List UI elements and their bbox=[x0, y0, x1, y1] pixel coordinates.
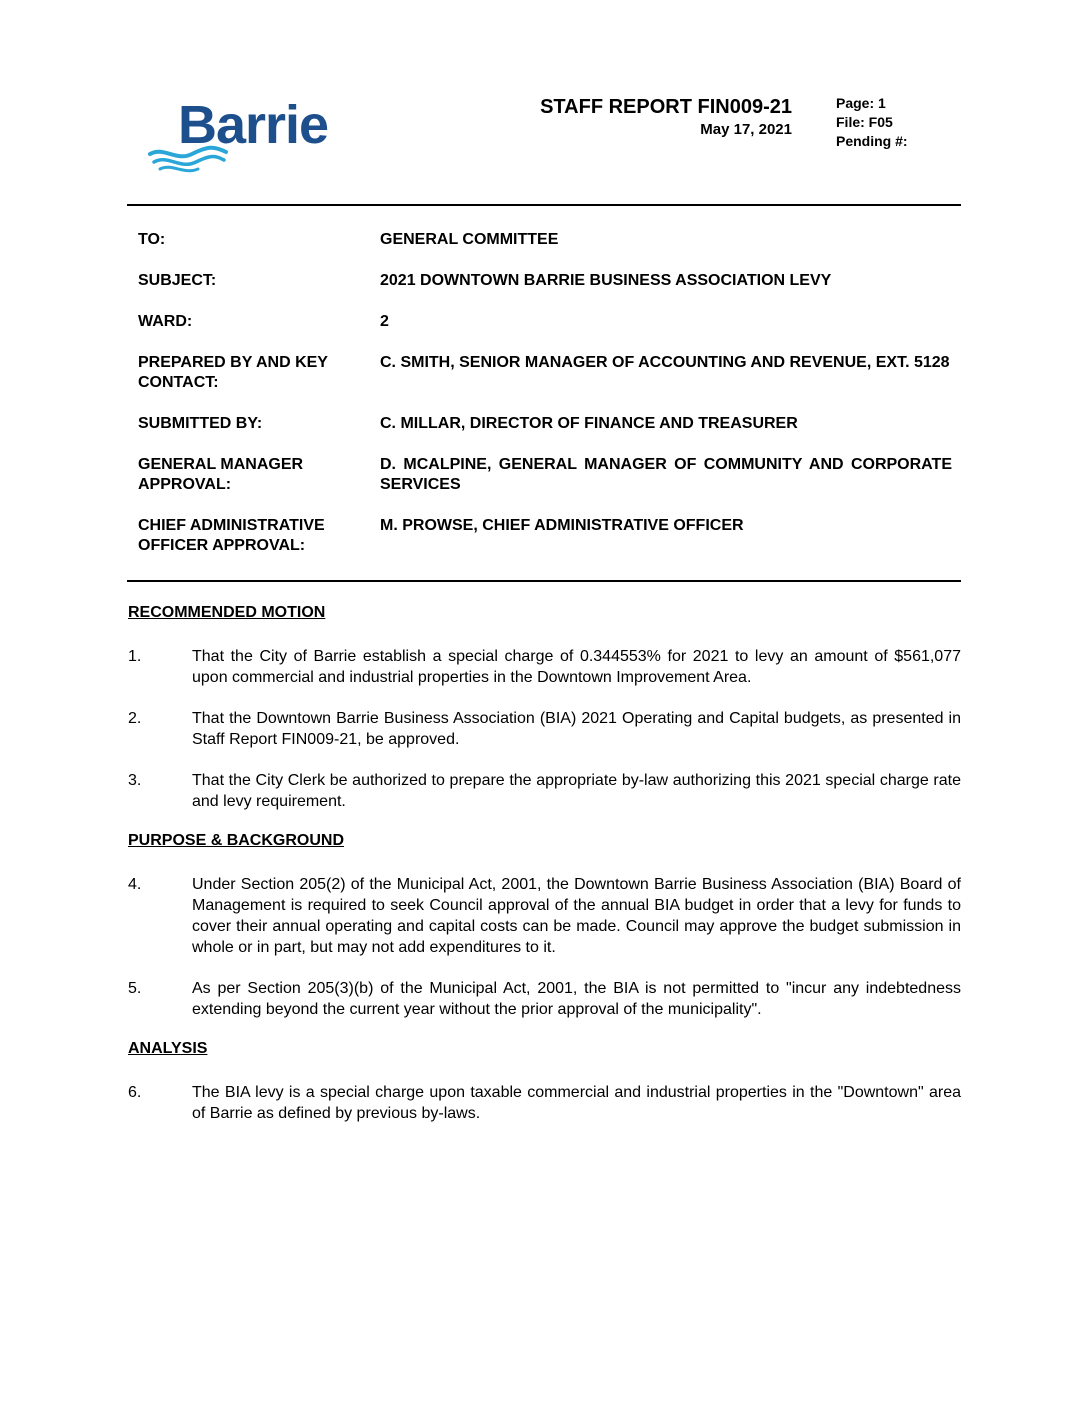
memo-row-gm-approval bbox=[138, 455, 952, 495]
memo-row-to bbox=[138, 230, 952, 250]
report-meta bbox=[836, 94, 908, 151]
item-text: That the City of Barrie establish a special charge of 0.344553% for 2021 to levy an amount of $561,077 upon commercial and industrial properties in the Downtown Improvement Area. bbox=[192, 648, 961, 686]
memo-label: CHIEF ADMINISTRATIVE OFFICER APPROVAL: bbox=[138, 517, 325, 554]
item-text: As per Section 205(3)(b) of the Municipal Act, 2001, the BIA is not permitted to "incur any indebtedness extending beyond the current year without the prior approval of the municipality". bbox=[192, 980, 961, 1018]
item-number: 1. bbox=[128, 648, 142, 665]
item-number: 3. bbox=[128, 772, 142, 789]
item-text: The BIA levy is a special charge upon taxable commercial and industrial properties in the "Downtown" area of Barrie as defined by previous by-laws. bbox=[192, 1084, 961, 1122]
header-rule bbox=[127, 204, 961, 206]
list-item bbox=[128, 1082, 961, 1124]
memo-value: 2 bbox=[380, 313, 389, 330]
memo-row-prepared-by bbox=[138, 353, 952, 393]
item-text: That the Downtown Barrie Business Association (BIA) 2021 Operating and Capital budgets, as presented in Staff Report FIN009-21, be approved. bbox=[192, 710, 961, 748]
list-item bbox=[128, 646, 961, 688]
wave-icon bbox=[148, 144, 228, 176]
memo-label: SUBMITTED BY: bbox=[138, 415, 263, 432]
memo-row-cao-approval bbox=[138, 516, 952, 556]
list-item bbox=[128, 874, 961, 958]
item-number: 6. bbox=[128, 1084, 142, 1101]
barrie-logo bbox=[148, 95, 338, 176]
memo-label: TO: bbox=[138, 231, 166, 248]
memo-row-ward bbox=[138, 312, 952, 332]
list-item bbox=[128, 978, 961, 1020]
memo-label: GENERAL MANAGER APPROVAL: bbox=[138, 456, 304, 493]
memo-label: WARD: bbox=[138, 313, 193, 330]
item-number: 5. bbox=[128, 980, 142, 997]
memo-label: PREPARED BY AND KEY CONTACT: bbox=[138, 354, 328, 391]
pending-number: Pending #: bbox=[836, 133, 908, 149]
memo-value: D. MCALPINE, GENERAL MANAGER OF COMMUNITY AND CORPORATE SERVICES bbox=[380, 456, 952, 493]
memo-value: C. MILLAR, DIRECTOR OF FINANCE AND TREASURER bbox=[380, 415, 798, 432]
memo-value: 2021 DOWNTOWN BARRIE BUSINESS ASSOCIATION LEVY bbox=[380, 272, 832, 289]
page-number: Page: 1 bbox=[836, 95, 886, 111]
list-item bbox=[128, 708, 961, 750]
file-number: File: F05 bbox=[836, 114, 893, 130]
report-title: STAFF REPORT FIN009-21 bbox=[540, 96, 792, 118]
section-heading-analysis: ANALYSIS bbox=[128, 1040, 208, 1057]
memo-row-submitted-by bbox=[138, 414, 952, 434]
item-number: 4. bbox=[128, 876, 142, 893]
logo-wordmark: Barrie bbox=[178, 95, 329, 155]
item-number: 2. bbox=[128, 710, 142, 727]
memo-row-subject bbox=[138, 271, 952, 291]
list-item bbox=[128, 770, 961, 812]
memo-value: C. SMITH, SENIOR MANAGER OF ACCOUNTING AND REVENUE, EXT. 5128 bbox=[380, 354, 950, 371]
item-text: Under Section 205(2) of the Municipal Act, 2001, the Downtown Barrie Business Association (BIA) Board of Management is required to seek Council approval of the annual BIA budget in order that a levy for funds to cover their annual operating and capital costs can be made. Council may approve the budget submission in whole or in part, but may not add expenditures to it. bbox=[192, 876, 961, 956]
report-date: May 17, 2021 bbox=[700, 121, 792, 138]
memo-label: SUBJECT: bbox=[138, 272, 217, 289]
memo-value: GENERAL COMMITTEE bbox=[380, 231, 559, 248]
memo-rule bbox=[127, 580, 961, 582]
section-heading-purpose-background: PURPOSE & BACKGROUND bbox=[128, 832, 345, 849]
memo-block bbox=[138, 230, 952, 577]
section-heading-recommended-motion: RECOMMENDED MOTION bbox=[128, 604, 326, 621]
memo-value: M. PROWSE, CHIEF ADMINISTRATIVE OFFICER bbox=[380, 517, 744, 534]
item-text: That the City Clerk be authorized to prepare the appropriate by-law authorizing this 2021 special charge rate and levy requirement. bbox=[192, 772, 961, 810]
